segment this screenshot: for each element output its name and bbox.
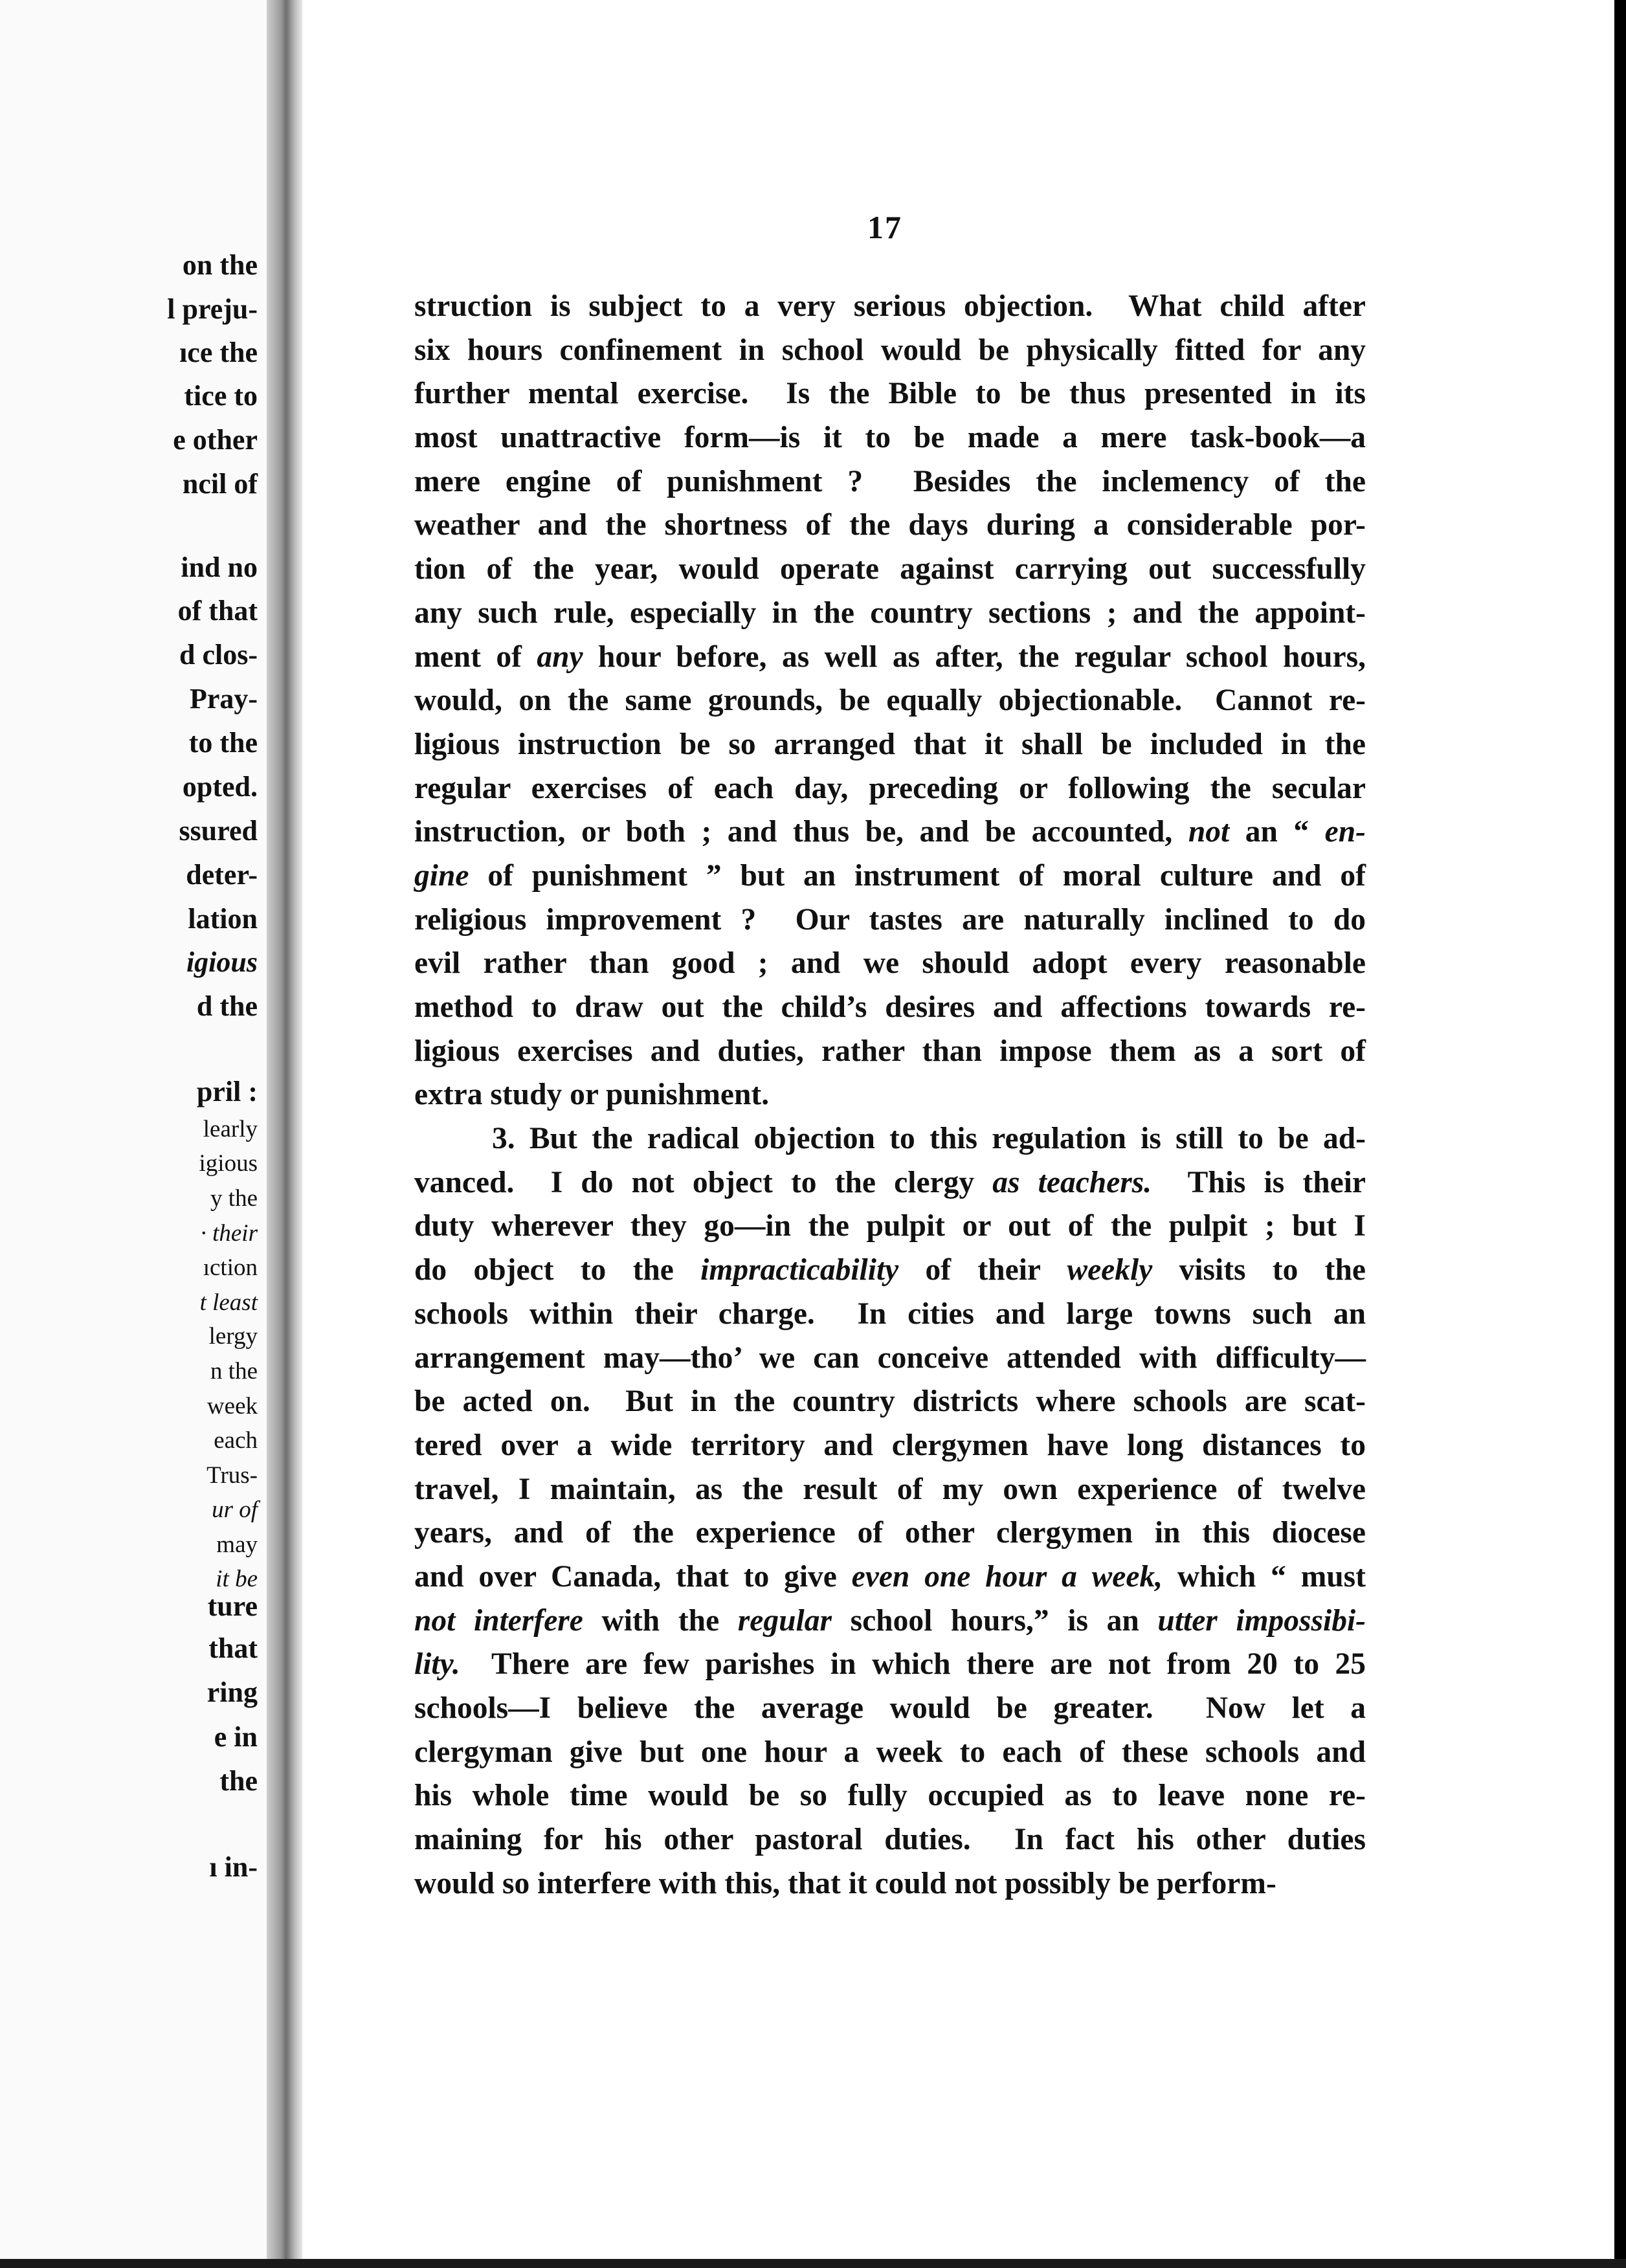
text-segment: visits to the [1152, 1253, 1366, 1287]
text-segment: any such rule, especially in the country sections ; and the appoint- [414, 595, 1366, 630]
text-line [414, 1380, 1366, 1424]
text-segment: would, on the same grounds, be equally objectionable. Cannot re- [414, 684, 1366, 718]
text-line [414, 767, 1366, 811]
facing-page-line: ncil of [182, 468, 258, 500]
text-line [414, 1468, 1366, 1512]
facing-page-line: d clos- [179, 639, 258, 671]
text-segment: regular exercises of each day, preceding or following the secular [414, 771, 1366, 805]
facing-page-line: may [216, 1531, 258, 1558]
text-segment: struction is subject to a very serious objection. What child after [414, 289, 1366, 323]
italic-text: impracticability [700, 1253, 899, 1287]
text-segment: most unattractive form—is it to be made a mere task-book—a [414, 421, 1366, 455]
text-segment: schools—I believe the average would be greater. Now let a [414, 1691, 1366, 1725]
text-segment: method to draw out the child’s desires and affections towards re- [414, 990, 1366, 1024]
text-segment: travel, I maintain, as the result of my own experience of twelve [414, 1472, 1366, 1506]
text-line [414, 1774, 1366, 1818]
text-segment: of punishment ” but an instrument of moral culture and of [469, 858, 1366, 893]
text-line [414, 1073, 1366, 1117]
text-segment: six hours confinement in school would be physically fitted for any [414, 333, 1366, 367]
text-line [414, 636, 1366, 680]
facing-page-line: ture [207, 1590, 258, 1622]
facing-page-line: opted. [182, 771, 258, 803]
facing-page-line: each [214, 1427, 258, 1454]
text-line [414, 1511, 1366, 1555]
page-body-text [414, 285, 1366, 1906]
text-segment: vanced. I do not object to the clergy [414, 1165, 993, 1199]
text-segment: instruction, or both ; and thus be, and be accounted, [414, 815, 1188, 849]
text-segment: schools within their charge. In cities and large towns such an [414, 1296, 1366, 1331]
facing-page-line: on the [182, 249, 258, 281]
text-segment: and over Canada, that to give [414, 1559, 852, 1594]
text-line [414, 1030, 1366, 1074]
text-line [414, 679, 1366, 723]
text-line [414, 504, 1366, 548]
text-segment: arrangement may—tho’ we can conceive attended with difficulty— [414, 1340, 1366, 1375]
facing-page-line: learly [203, 1116, 258, 1142]
text-segment: with the [583, 1603, 738, 1638]
text-segment: weather and the shortness of the days during a considerable por- [414, 508, 1366, 542]
text-line [414, 1337, 1366, 1381]
facing-page-line: lation [188, 903, 258, 935]
text-line [414, 285, 1366, 329]
facing-page-line: ıce the [179, 337, 258, 368]
facing-page-line: deter- [186, 859, 258, 891]
text-line [414, 416, 1366, 460]
facing-page-line: ring [206, 1676, 258, 1708]
facing-page-line: igious [186, 946, 258, 978]
italic-text: gine [414, 858, 469, 893]
facing-page-line: y the [210, 1185, 258, 1212]
facing-page-line: Pray- [189, 683, 258, 715]
text-segment: school hours,” is an [831, 1603, 1158, 1638]
text-line [414, 1249, 1366, 1293]
page-number: 17 [867, 209, 902, 245]
italic-text: any [537, 639, 583, 674]
italic-text: even one hour a week, [851, 1559, 1163, 1594]
scan-border-right [1614, 0, 1626, 2268]
facing-page-line: ind no [181, 551, 258, 583]
text-segment: evil rather than good ; and we should adopt every reasonable [414, 946, 1366, 981]
facing-page-line: ıction [203, 1254, 258, 1281]
italic-text: utter impossibi- [1157, 1603, 1366, 1638]
text-segment: which “ must [1163, 1559, 1366, 1594]
text-segment: ment of [414, 639, 537, 674]
text-line [414, 1643, 1366, 1687]
text-segment: tered over a wide territory and clergymen have long distances to [414, 1428, 1366, 1462]
facing-page-line: the [219, 1765, 258, 1797]
facing-page-line: to the [188, 727, 258, 759]
italic-text: lity. [414, 1647, 460, 1682]
text-segment: ligious instruction be so arranged that it shall be included in the [414, 727, 1366, 761]
text-segment: clergyman give but one hour a week to each of these schools and [414, 1735, 1366, 1769]
text-line [414, 942, 1366, 986]
text-segment: an “ [1229, 815, 1325, 849]
text-segment: mere engine of punishment ? Besides the inclemency of the [414, 464, 1366, 498]
facing-page-line: · their [200, 1220, 258, 1247]
text-line [414, 329, 1366, 373]
text-line [414, 854, 1366, 898]
facing-page-line: ssured [179, 815, 258, 847]
text-segment: do object to the [414, 1253, 701, 1287]
text-line [414, 1117, 1366, 1161]
text-line [414, 1687, 1366, 1731]
facing-page-line: t least [199, 1289, 258, 1316]
italic-text: en- [1324, 815, 1366, 849]
book-gutter [267, 0, 302, 2268]
text-line [414, 592, 1366, 636]
facing-page-line: d the [196, 990, 258, 1022]
facing-page-line: ur of [212, 1496, 258, 1523]
text-segment: duty wherever they go—in the pulpit or out of the pulpit ; but I [414, 1209, 1366, 1243]
facing-page-line: e other [173, 424, 258, 456]
text-line [414, 1731, 1366, 1775]
text-segment: 3. But the radical objection to this regulation is still to be ad- [492, 1122, 1366, 1156]
italic-text: not [1188, 815, 1230, 849]
italic-text: as teachers. [992, 1165, 1152, 1199]
facing-page-line: week [206, 1393, 258, 1419]
text-line [414, 1293, 1366, 1337]
text-line [414, 1161, 1366, 1205]
text-segment: of their [898, 1253, 1067, 1287]
text-line [414, 1424, 1366, 1468]
text-line [414, 723, 1366, 767]
facing-page-line: it be [216, 1566, 258, 1592]
text-segment: his whole time would be so fully occupied as to leave none re- [414, 1779, 1366, 1813]
text-segment: extra study or punishment. [414, 1078, 770, 1112]
facing-page-line: e in [214, 1721, 258, 1753]
text-line [414, 1862, 1366, 1906]
italic-text: weekly [1067, 1253, 1153, 1287]
text-segment: hour before, as well as after, the regular school hours, [583, 639, 1366, 674]
text-line [414, 372, 1366, 416]
text-line [414, 548, 1366, 592]
facing-page-line: l preju- [167, 293, 258, 325]
text-line [414, 460, 1366, 504]
text-segment: This is their [1152, 1165, 1366, 1199]
facing-page-line: that [208, 1632, 258, 1664]
text-line [414, 898, 1366, 942]
text-segment: There are few parishes in which there are not from 20 to 25 [460, 1647, 1366, 1682]
scan-border-bottom [0, 2259, 1626, 2268]
text-line [414, 1555, 1366, 1599]
text-segment: further mental exercise. Is the Bible to be thus presented in its [414, 377, 1366, 411]
text-line [414, 1599, 1366, 1643]
text-line [414, 810, 1366, 854]
facing-page-line: ı in- [209, 1851, 258, 1883]
italic-text: regular [737, 1603, 832, 1638]
text-segment: religious improvement ? Our tastes are naturally inclined to do [414, 902, 1366, 937]
text-segment: ligious exercises and duties, rather than impose them as a sort of [414, 1034, 1366, 1068]
facing-page-fragment [0, 0, 267, 2268]
facing-page-line: n the [210, 1358, 258, 1384]
facing-page-line: Trus- [206, 1462, 258, 1489]
facing-page-line: igious [199, 1150, 258, 1177]
text-segment: be acted on. But in the country districts where schools are scat- [414, 1384, 1366, 1419]
text-line [414, 1205, 1366, 1249]
text-line [414, 986, 1366, 1030]
text-segment: years, and of the experience of other clergymen in this diocese [414, 1516, 1366, 1550]
text-line [414, 1818, 1366, 1862]
text-segment: would so interfere with this, that it could not possibly be perform- [414, 1866, 1276, 1900]
facing-page-line: lergy [208, 1323, 258, 1350]
facing-page-line: tice to [184, 380, 258, 412]
facing-page-line: pril : [196, 1076, 258, 1107]
text-segment: maining for his other pastoral duties. In fact his other duties [414, 1823, 1366, 1857]
text-segment: tion of the year, would operate against carrying out successfully [414, 552, 1366, 586]
italic-text: not interfere [414, 1603, 583, 1638]
facing-page-line: of that [177, 595, 258, 627]
